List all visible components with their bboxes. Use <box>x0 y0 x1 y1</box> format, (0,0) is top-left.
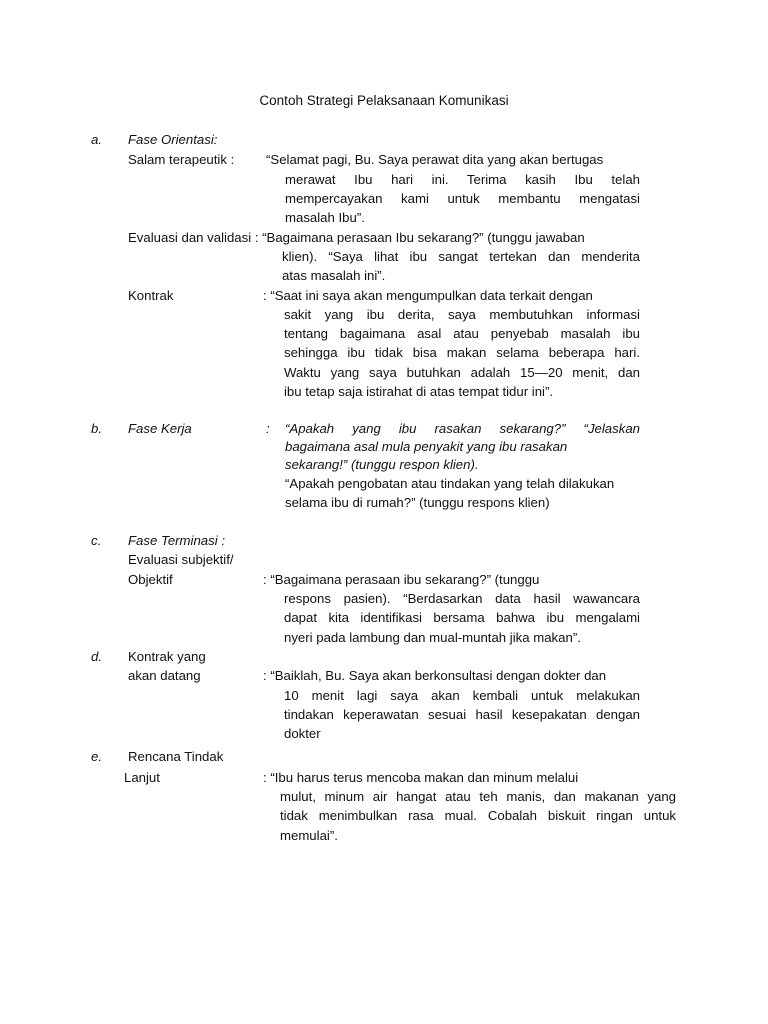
section-c-letter: c. <box>91 533 102 548</box>
salam-label: Salam terapeutik : <box>128 152 235 167</box>
terminasi-sub-2: Objektif <box>128 572 173 587</box>
rencana-line-1: mulut, minum air hangat atau teh manis, dan makanan yang <box>280 789 676 804</box>
kontrak-line-1: sakit yang ibu derita, saya membutuhkan informasi <box>284 307 640 322</box>
rencana-first-line: : “Ibu harus terus mencoba makan dan minum melalui <box>263 770 579 785</box>
kontrak-datang-first-line: : “Baiklah, Bu. Saya akan berkonsultasi dengan dokter dan <box>263 668 607 683</box>
kerja-line-2: bagaimana asal mula penyakit yang ibu rasakan <box>285 439 568 454</box>
terminasi-line-1: respons pasien). “Berdasarkan data hasil wawancara <box>284 591 640 606</box>
section-e-label-1: Rencana Tindak <box>128 749 224 764</box>
kerja-line-5: selama ibu di rumah?” (tunggu respons klien) <box>285 495 550 510</box>
terminasi-sub-1: Evaluasi subjektif/ <box>128 552 234 567</box>
section-e-label-2: Lanjut <box>124 770 160 785</box>
kontrak-line-5: ibu tetap saja istirahat di atas tempat tidur ini”. <box>284 384 554 399</box>
section-a-heading: Fase Orientasi: <box>128 132 218 147</box>
kontrak-datang-line-3: dokter <box>284 726 321 741</box>
evaluasi-label: Evaluasi dan validasi : “Bagaimana perasaan Ibu sekarang?” (tunggu jawaban <box>128 230 585 245</box>
rencana-line-2: tidak menimbulkan rasa mual. Cobalah biskuit ringan untuk <box>280 808 676 823</box>
terminasi-first-line: : “Bagaimana perasaan ibu sekarang?” (tunggu <box>263 572 540 587</box>
evaluasi-line-2: atas masalah ini”. <box>282 268 386 283</box>
section-d-label-1: Kontrak yang <box>128 649 206 664</box>
page-title: Contoh Strategi Pelaksanaan Komunikasi <box>259 93 509 108</box>
section-b-colon: : <box>266 421 270 436</box>
salam-line-1: “Selamat pagi, Bu. Saya perawat dita yang akan bertugas <box>266 152 604 167</box>
section-a-letter: a. <box>91 132 102 147</box>
kontrak-line-2: tentang bagaimana asal atau penyebab masalah ibu <box>284 326 640 341</box>
terminasi-line-3: nyeri pada lambung dan mual-muntah jika makan”. <box>284 630 581 645</box>
salam-line-4: masalah Ibu”. <box>285 210 365 225</box>
kontrak-datang-line-2: tindakan keperawatan sesuai hasil kesepakatan dengan <box>284 707 640 722</box>
kontrak-line-4: Waktu yang saya butuhkan adalah 15—20 menit, dan <box>284 365 640 380</box>
evaluasi-line-1: klien). “Saya lihat ibu sangat tertekan dan menderita <box>282 249 640 264</box>
salam-line-2: merawat Ibu hari ini. Terima kasih Ibu telah <box>285 172 640 187</box>
rencana-line-3: memulai”. <box>280 828 338 843</box>
kontrak-label: Kontrak <box>128 288 174 303</box>
section-e-letter: e. <box>91 749 102 764</box>
salam-line-3: mempercayakan kami untuk membantu mengatasi <box>285 191 640 206</box>
section-b-letter: b. <box>91 421 102 436</box>
section-b-heading: Fase Kerja <box>128 421 192 436</box>
kontrak-line-3: sehingga ibu tidak bisa makan selama beberapa hari. <box>284 345 640 360</box>
kerja-line-1: “Apakah yang ibu rasakan sekarang?” “Jelaskan <box>285 421 640 436</box>
kerja-line-4: “Apakah pengobatan atau tindakan yang telah dilakukan <box>285 476 615 491</box>
kerja-line-3: sekarang!” (tunggu respon klien). <box>285 457 479 472</box>
section-c-heading: Fase Terminasi : <box>128 533 225 548</box>
section-d-letter: d. <box>91 649 102 664</box>
kontrak-datang-line-1: 10 menit lagi saya akan kembali untuk melakukan <box>284 688 640 703</box>
kontrak-first-line: : “Saat ini saya akan mengumpulkan data terkait dengan <box>263 288 593 303</box>
section-d-label-2: akan datang <box>128 668 201 683</box>
terminasi-line-2: dapat kita identifikasi bersama bahwa ibu mengalami <box>284 610 640 625</box>
